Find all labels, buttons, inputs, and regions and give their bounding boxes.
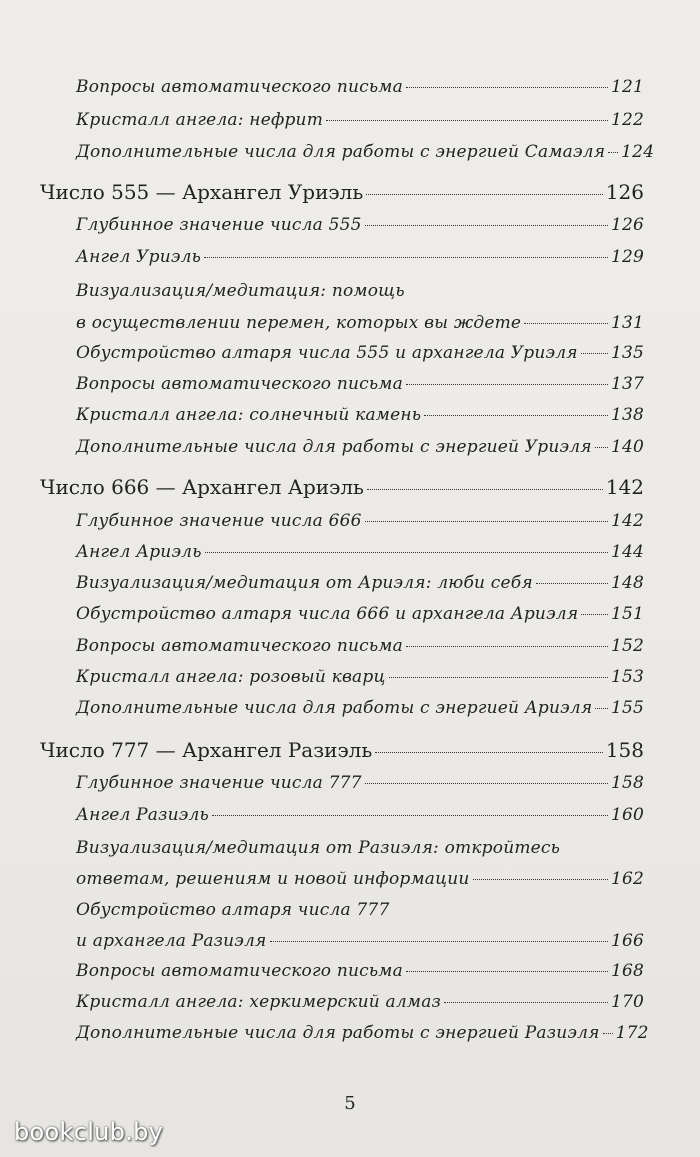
toc-chapter-title: Число 555 — Архангел Уриэль [40,180,364,204]
toc-entry-page: 166 [610,931,644,951]
toc-entry-page: 155 [610,698,644,718]
toc-entry [76,698,644,718]
toc-entry-page: 135 [610,343,644,363]
toc-entry-page: 148 [610,573,644,593]
dot-leader [389,677,608,678]
toc-entry-page: 162 [610,869,644,889]
toc-entry-title: Вопросы автоматического письма [76,77,403,97]
toc-entry-title: Глубинное значение числа 555 [76,215,362,235]
dot-leader [326,120,608,121]
toc-entry [76,511,644,531]
toc-entry [76,77,644,97]
toc-chapter [40,180,644,204]
toc-entry-page: 172 [615,1023,649,1043]
toc-entry-page: 129 [610,247,644,267]
toc-entry-title: Глубинное значение числа 666 [76,511,362,531]
toc-entry-title: Вопросы автоматического письма [76,374,403,394]
dot-leader [603,1033,613,1034]
dot-leader [581,614,608,615]
toc-entry-title: Ангел Уриэль [76,247,202,267]
toc-entry-page: 124 [621,142,655,162]
dot-leader [365,225,608,226]
dot-leader [536,583,608,584]
toc-entry-page: 160 [610,805,644,825]
toc-entry [76,805,644,825]
dot-leader [365,783,608,784]
toc-chapter [40,738,644,762]
toc-entry-page: 142 [610,511,644,531]
toc-entry [76,405,644,425]
toc-entry-title-line: Визуализация/медитация: помощь [76,281,405,301]
dot-leader [406,646,608,647]
dot-leader [212,815,608,816]
toc-entry [76,313,644,333]
dot-leader [204,257,608,258]
toc-entry-page: 138 [610,405,644,425]
toc-entry-title: Кристалл ангела: нефрит [76,110,324,130]
dot-leader [365,521,608,522]
toc-entry-page: 151 [610,604,644,624]
toc-entry-title: в осуществлении перемен, которых вы ждете [76,313,522,333]
toc-entry [76,604,644,624]
toc-entry-title: Ангел Разиэль [76,805,209,825]
toc-entry-page: 158 [610,773,644,793]
toc-entry [76,215,644,235]
dot-leader [595,447,608,448]
toc-entry-page: 121 [610,77,644,97]
dot-leader [524,323,608,324]
toc-entry-title-line: Обустройство алтаря числа 777 [76,900,390,920]
dot-leader [581,353,608,354]
toc-entry-title: Визуализация/медитация от Ариэля: люби себя [76,573,533,593]
toc-entry-page: 152 [610,636,644,656]
toc-entry-title: Ангел Ариэль [76,542,202,562]
toc-entry [76,667,644,687]
dot-leader [406,971,608,972]
dot-leader [205,552,608,553]
toc-entry-title: Обустройство алтаря числа 555 и архангела Уриэля [76,343,578,363]
toc-entry [76,573,644,593]
toc-entry-title-line: Визуализация/медитация от Разиэля: откройтесь [76,838,561,858]
toc-entry-page: 140 [610,437,644,457]
toc-entry [76,931,644,951]
toc-chapter [40,475,644,499]
toc-entry-title: Дополнительные числа для работы с энергией Самаэля [76,142,606,162]
toc-entry [76,869,644,889]
toc-entry [76,992,644,1012]
toc-entry [76,142,655,162]
toc-entry-title: ответам, решениям и новой информации [76,869,470,889]
toc-entry-title: Глубинное значение числа 777 [76,773,362,793]
dot-leader [367,489,603,490]
toc-entry-title: Обустройство алтаря числа 666 и архангела Ариэля [76,604,579,624]
dot-leader [444,1002,608,1003]
toc-entry-page: 153 [610,667,644,687]
toc-entry [76,773,644,793]
dot-leader [424,415,608,416]
toc-entry [76,542,644,562]
toc-entry-title: Вопросы автоматического письма [76,636,403,656]
toc-entry-page: 126 [610,215,644,235]
dot-leader [270,941,608,942]
toc-entry-title: Дополнительные числа для работы с энергией Уриэля [76,437,592,457]
toc-entry [76,110,644,130]
dot-leader [366,194,603,195]
toc-entry-page: 144 [610,542,644,562]
toc-entry [76,374,644,394]
page-number: 5 [344,1093,356,1114]
toc-entry [76,343,644,363]
dot-leader [608,152,618,153]
toc-entry-title: Вопросы автоматического письма [76,961,403,981]
toc-entry-page: 131 [610,313,644,333]
dot-leader [473,879,608,880]
site-watermark: bookclub.by [14,1118,164,1146]
toc-entry-title: Кристалл ангела: солнечный камень [76,405,422,425]
toc-entry [76,437,644,457]
dot-leader [406,384,608,385]
toc-entry [76,247,644,267]
toc-chapter-title: Число 777 — Архангел Разиэль [40,738,373,762]
toc-chapter-page: 126 [605,180,644,204]
toc-entry-page: 122 [610,110,644,130]
toc-entry-title: Кристалл ангела: розовый кварц [76,667,386,687]
dot-leader [375,752,603,753]
toc-entry-title: и архангела Разиэля [76,931,267,951]
toc-entry-page: 137 [610,374,644,394]
toc-entry-title: Кристалл ангела: херкимерский алмаз [76,992,441,1012]
toc-entry-title: Дополнительные числа для работы с энергией Ариэля [76,698,593,718]
toc-entry [76,1023,649,1043]
dot-leader [406,87,608,88]
toc-entry-title: Дополнительные числа для работы с энергией Разиэля [76,1023,600,1043]
toc-chapter-title: Число 666 — Архангел Ариэль [40,475,364,499]
toc-entry-page: 170 [610,992,644,1012]
toc-chapter-page: 158 [605,738,644,762]
toc-entry [76,636,644,656]
toc-chapter-page: 142 [605,475,644,499]
toc-entry [76,961,644,981]
toc-entry-page: 168 [610,961,644,981]
dot-leader [595,708,608,709]
